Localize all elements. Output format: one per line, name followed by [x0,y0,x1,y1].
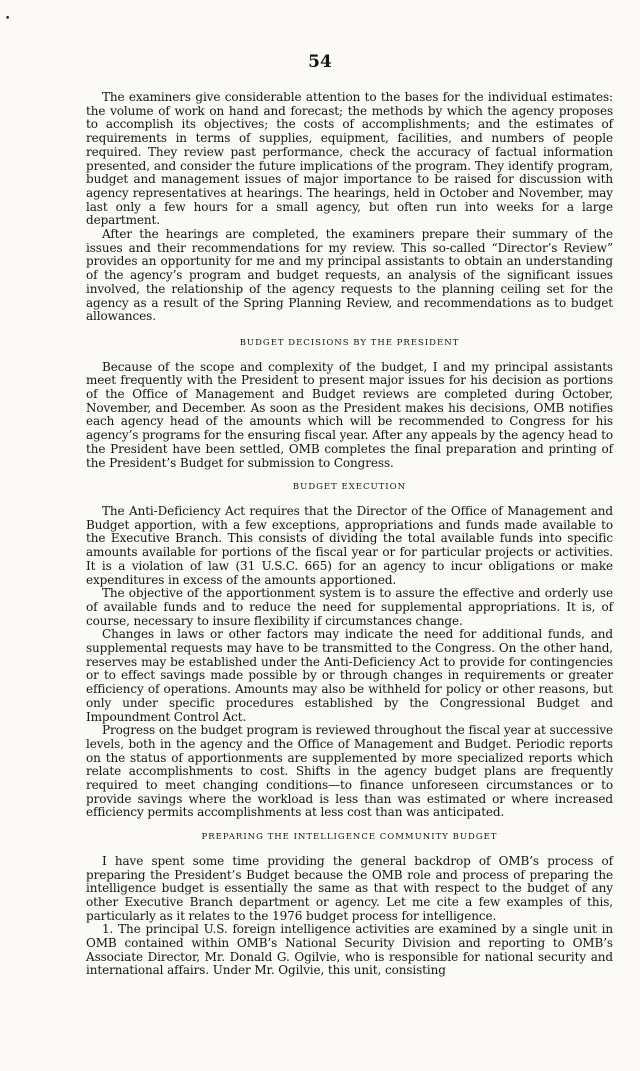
section-heading: BUDGET DECISIONS BY THE PRESIDENT [239,337,460,348]
paragraph: The Anti-Deficiency Act requires that the Director of the Office of Management and Budget apportion, with a few exceptions, appropriations and funds made available to the Executive Branch. This consists of dividing the total available funds into specific amounts available for portions of the fiscal year or for particular projects or activities. It is a violation of law (31 U.S.C. 665) for an agency to incur obligations or make expenditures in excess of the amounts apportioned. [86,503,613,587]
page-number: 54 [308,52,332,72]
paragraph: I have spent some time providing the general backdrop of OMB’s process of preparing the President’s Budget because the OMB role and process of preparing the intelligence budget is essentially the same as that with respect to the budget of any other Executive Branch department or agency. Let me cite a few examples of this, particularly as it relates to the 1976 budget process for intelligence. [86,853,613,923]
section-heading: PREPARING THE INTELLIGENCE COMMUNITY BUDGET [201,832,498,843]
body-text [86,91,613,978]
paragraph: Because of the scope and complexity of the budget, I and my principal assistants meet frequently with the President to present major issues for his decision as portions of the Office of Management and Budget reviews are completed during October, November, and December. As soon as the President makes his decisions, OMB notifies each agency head of the amounts which will be recommended to Congress for his agency’s programs for the ensuring fiscal year. After any appeals by the agency head to the President have been settled, OMB completes the final preparation and printing of the President’s Budget for submission to Congress. [86,359,613,470]
section-heading: BUDGET EXECUTION [292,482,407,493]
paragraph: Progress on the budget program is reviewed throughout the fiscal year at successive levels, both in the agency and the Office of Management and Budget. Periodic reports on the status of apportionments are supplemented by more specialized reports which relate accomplishments to cost. Shifts in the agency budget plans are frequently required to meet changing conditions—to finance unforeseen circumstances or to provide savings where the workload is less than was estimated or where increased efficiency permits accomplishments at less cost than was anticipated. [86,723,613,820]
paragraph: After the hearings are completed, the examiners prepare their summary of the issues and their recommendations for my review. This so-called “Director’s Review” provides an opportunity for me and my principal assistants to obtain an understanding of the agency’s program and budget requests, an analysis of the significant issues involved, the relationship of the agency requests to the planning ceiling set for the agency as a result of the Spring Planning Review, and recommendations as to budget allowances. [86,227,613,324]
paragraph: Changes in laws or other factors may indicate the need for additional funds, and supplemental requests may have to be transmitted to the Congress. On the other hand, reserves may be established under the Anti-Deficiency Act to provide for contingencies or to effect savings made possible by or through changes in requirements or greater efficiency of operations. Amounts may also be withheld for policy or other reasons, but only under specific procedures established by the Congressional Budget and Impoundment Control Act. [86,627,613,724]
paragraph: The objective of the apportionment system is to assure the effective and orderly use of available funds and to reduce the need for supplemental appropriations. It is, of course, necessary to insure flexibility if circumstances change. [86,586,613,628]
stray-mark: • [5,14,11,24]
paragraph: The examiners give considerable attention to the bases for the individual estimates: the volume of work on hand and forecast; the methods by which the agency proposes to accomplish its objectives; the costs of accomplishments; and the estimates of requirements in terms of supplies, equipment, facilities, and numbers of people required. They review past performance, check the accuracy of factual information presented, and consider the future implications of the program. They identify program, budget and management issues of major importance to be raised for discussion with agency representatives at hearings. The hearings, held in October and November, may last only a few hours for a small agency, but often run into weeks for a large department. [86,90,613,228]
paragraph: 1. The principal U.S. foreign intelligence activities are examined by a single unit in OMB contained within OMB’s National Security Division and reporting to OMB’s Associate Director, Mr. Donald G. Ogilvie, who is responsible for national security and international affairs. Under Mr. Ogilvie, this unit, consisting [86,922,613,978]
